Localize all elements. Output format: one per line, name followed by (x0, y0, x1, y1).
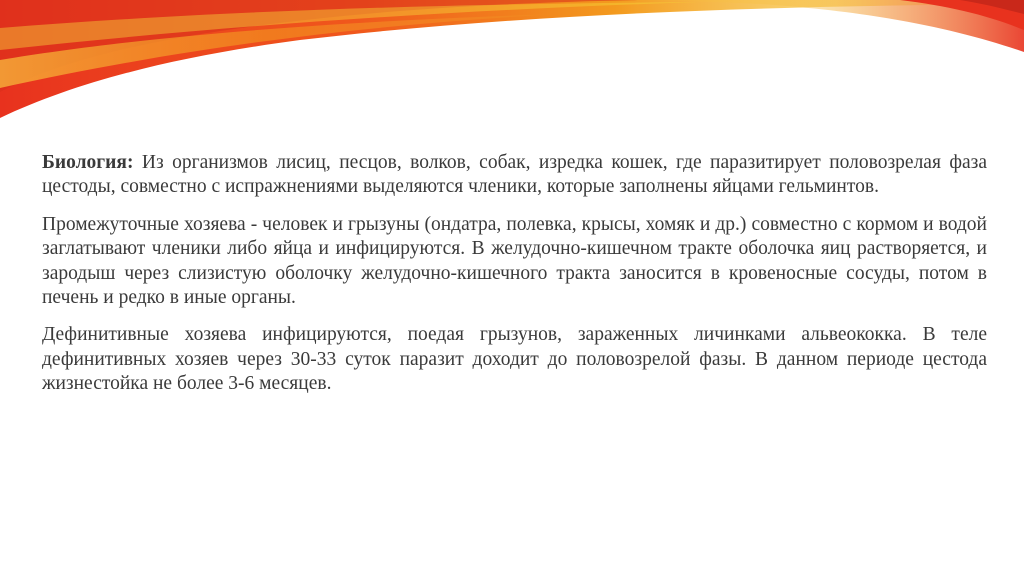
paragraph-biology (42, 151, 987, 200)
paragraph-label: Биология: (42, 152, 134, 173)
paragraph-intermediate-hosts: Промежуточные хозяева - человек и грызуны (ондатра, полевка, крысы, хомяк и др.) совместно с кормом и водой заглатывают членики либо яйца и инфицируются. В желудочно-кишечном тракте оболочка яиц растворяется, и зародыш через слизистую оболочку желудочно-кишечного тракта заносится в кровеносные сосуды, потом в печень и редко в иные органы. (42, 213, 987, 309)
paragraph-text: Из организмов лисиц, песцов, волков, собак, изредка кошек, где паразитирует половозрелая фаза цестоды, совместно с испражнениями выделяются членики, которые заполнены яйцами гельминтов. (42, 152, 987, 198)
slide-body (42, 151, 987, 410)
decorative-swoosh (0, 0, 1024, 140)
paragraph-definitive-hosts: Дефинитивные хозяева инфицируются, поедая грызунов, зараженных личинками альвеококка. В теле дефинитивных хозяев через 30-33 суток паразит доходит до половозрелой фазы. В данном периоде цестода жизнестойка не более 3-6 месяцев. (42, 324, 987, 395)
